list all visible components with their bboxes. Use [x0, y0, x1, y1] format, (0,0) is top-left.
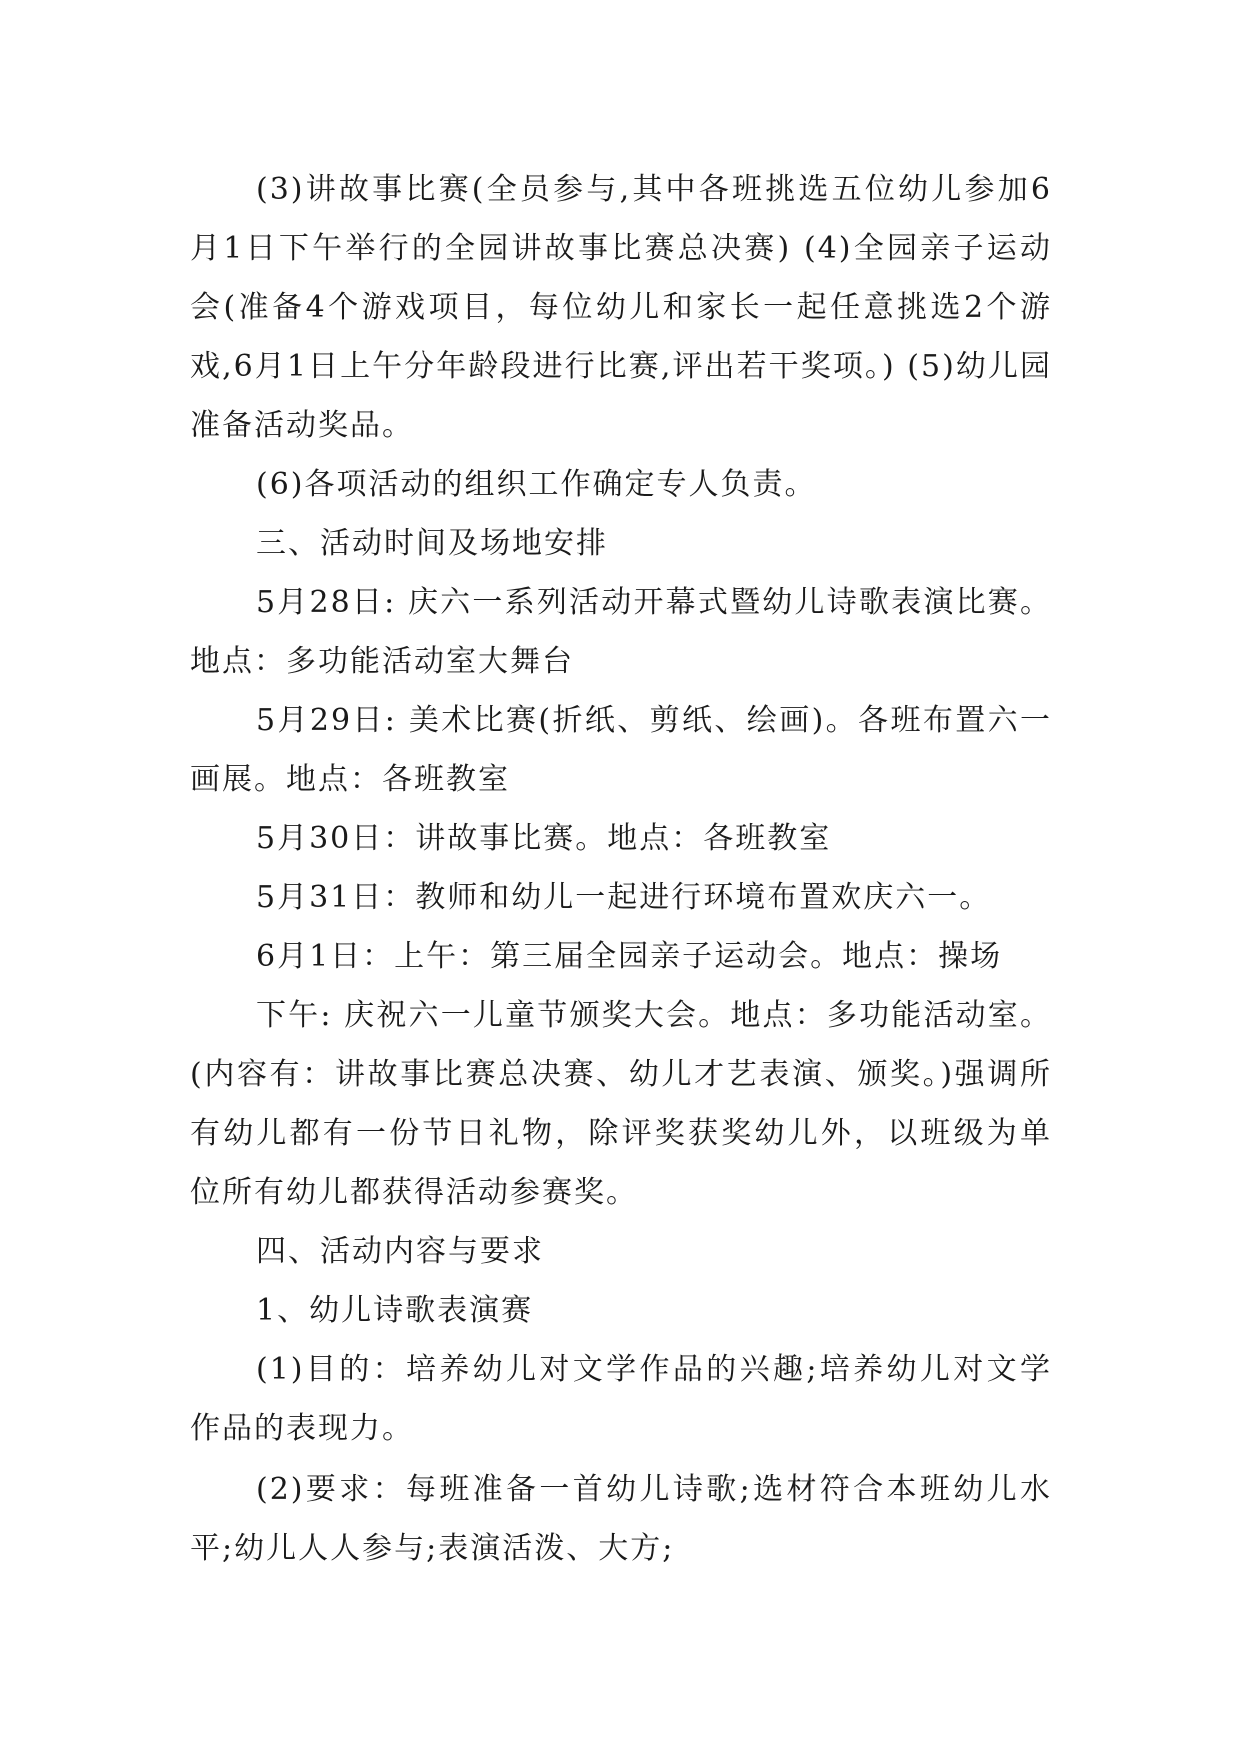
paragraph-story-contest: (3)讲故事比赛(全员参与,其中各班挑选五位幼儿参加6月1日下午举行的全园讲故事比赛总决赛) (4)全园亲子运动会(准备4个游戏项目，每位幼儿和家长一起任意挑选2个游戏,6月1日上午分年龄段进行比赛,评出若干奖项。) (5)幼儿园准备活动奖品。 [190, 172, 1052, 443]
paragraph-may-30: 5月30日：讲故事比赛。地点：各班教室 [256, 821, 832, 856]
paragraph-purpose: (1)目的：培养幼儿对文学作品的兴趣;培养幼儿对文学作品的表现力。 [190, 1352, 1052, 1446]
paragraph-may-29: 5月29日: 美术比赛(折纸、剪纸、绘画)。各班布置六一画展。地点：各班教室 [190, 703, 1052, 797]
paragraph-june-1-morning: 6月1日：上午：第三届全园亲子运动会。地点：操场 [256, 939, 1003, 974]
paragraph-may-31: 5月31日：教师和幼儿一起进行环境布置欢庆六一。 [256, 880, 992, 915]
document-page [190, 160, 1052, 1578]
paragraph-june-1-afternoon: 下午: 庆祝六一儿童节颁奖大会。地点：多功能活动室。(内容有：讲故事比赛总决赛、幼儿才艺表演、颁奖。)强调所有幼儿都有一份节日礼物，除评奖获奖幼儿外，以班级为单位所有幼儿都获得活动参赛奖。 [190, 998, 1052, 1210]
paragraph-may-28: 5月28日: 庆六一系列活动开幕式暨幼儿诗歌表演比赛。地点：多功能活动室大舞台 [190, 585, 1052, 679]
section-heading-schedule: 三、活动时间及场地安排 [256, 526, 608, 561]
paragraph-organization: (6)各项活动的组织工作确定专人负责。 [256, 467, 817, 502]
subheading-poetry-contest: 1、幼儿诗歌表演赛 [256, 1293, 534, 1328]
paragraph-requirements: (2)要求：每班准备一首幼儿诗歌;选材符合本班幼儿水平;幼儿人人参与;表演活泼、大方; [190, 1472, 1052, 1566]
section-heading-content: 四、活动内容与要求 [256, 1234, 544, 1269]
